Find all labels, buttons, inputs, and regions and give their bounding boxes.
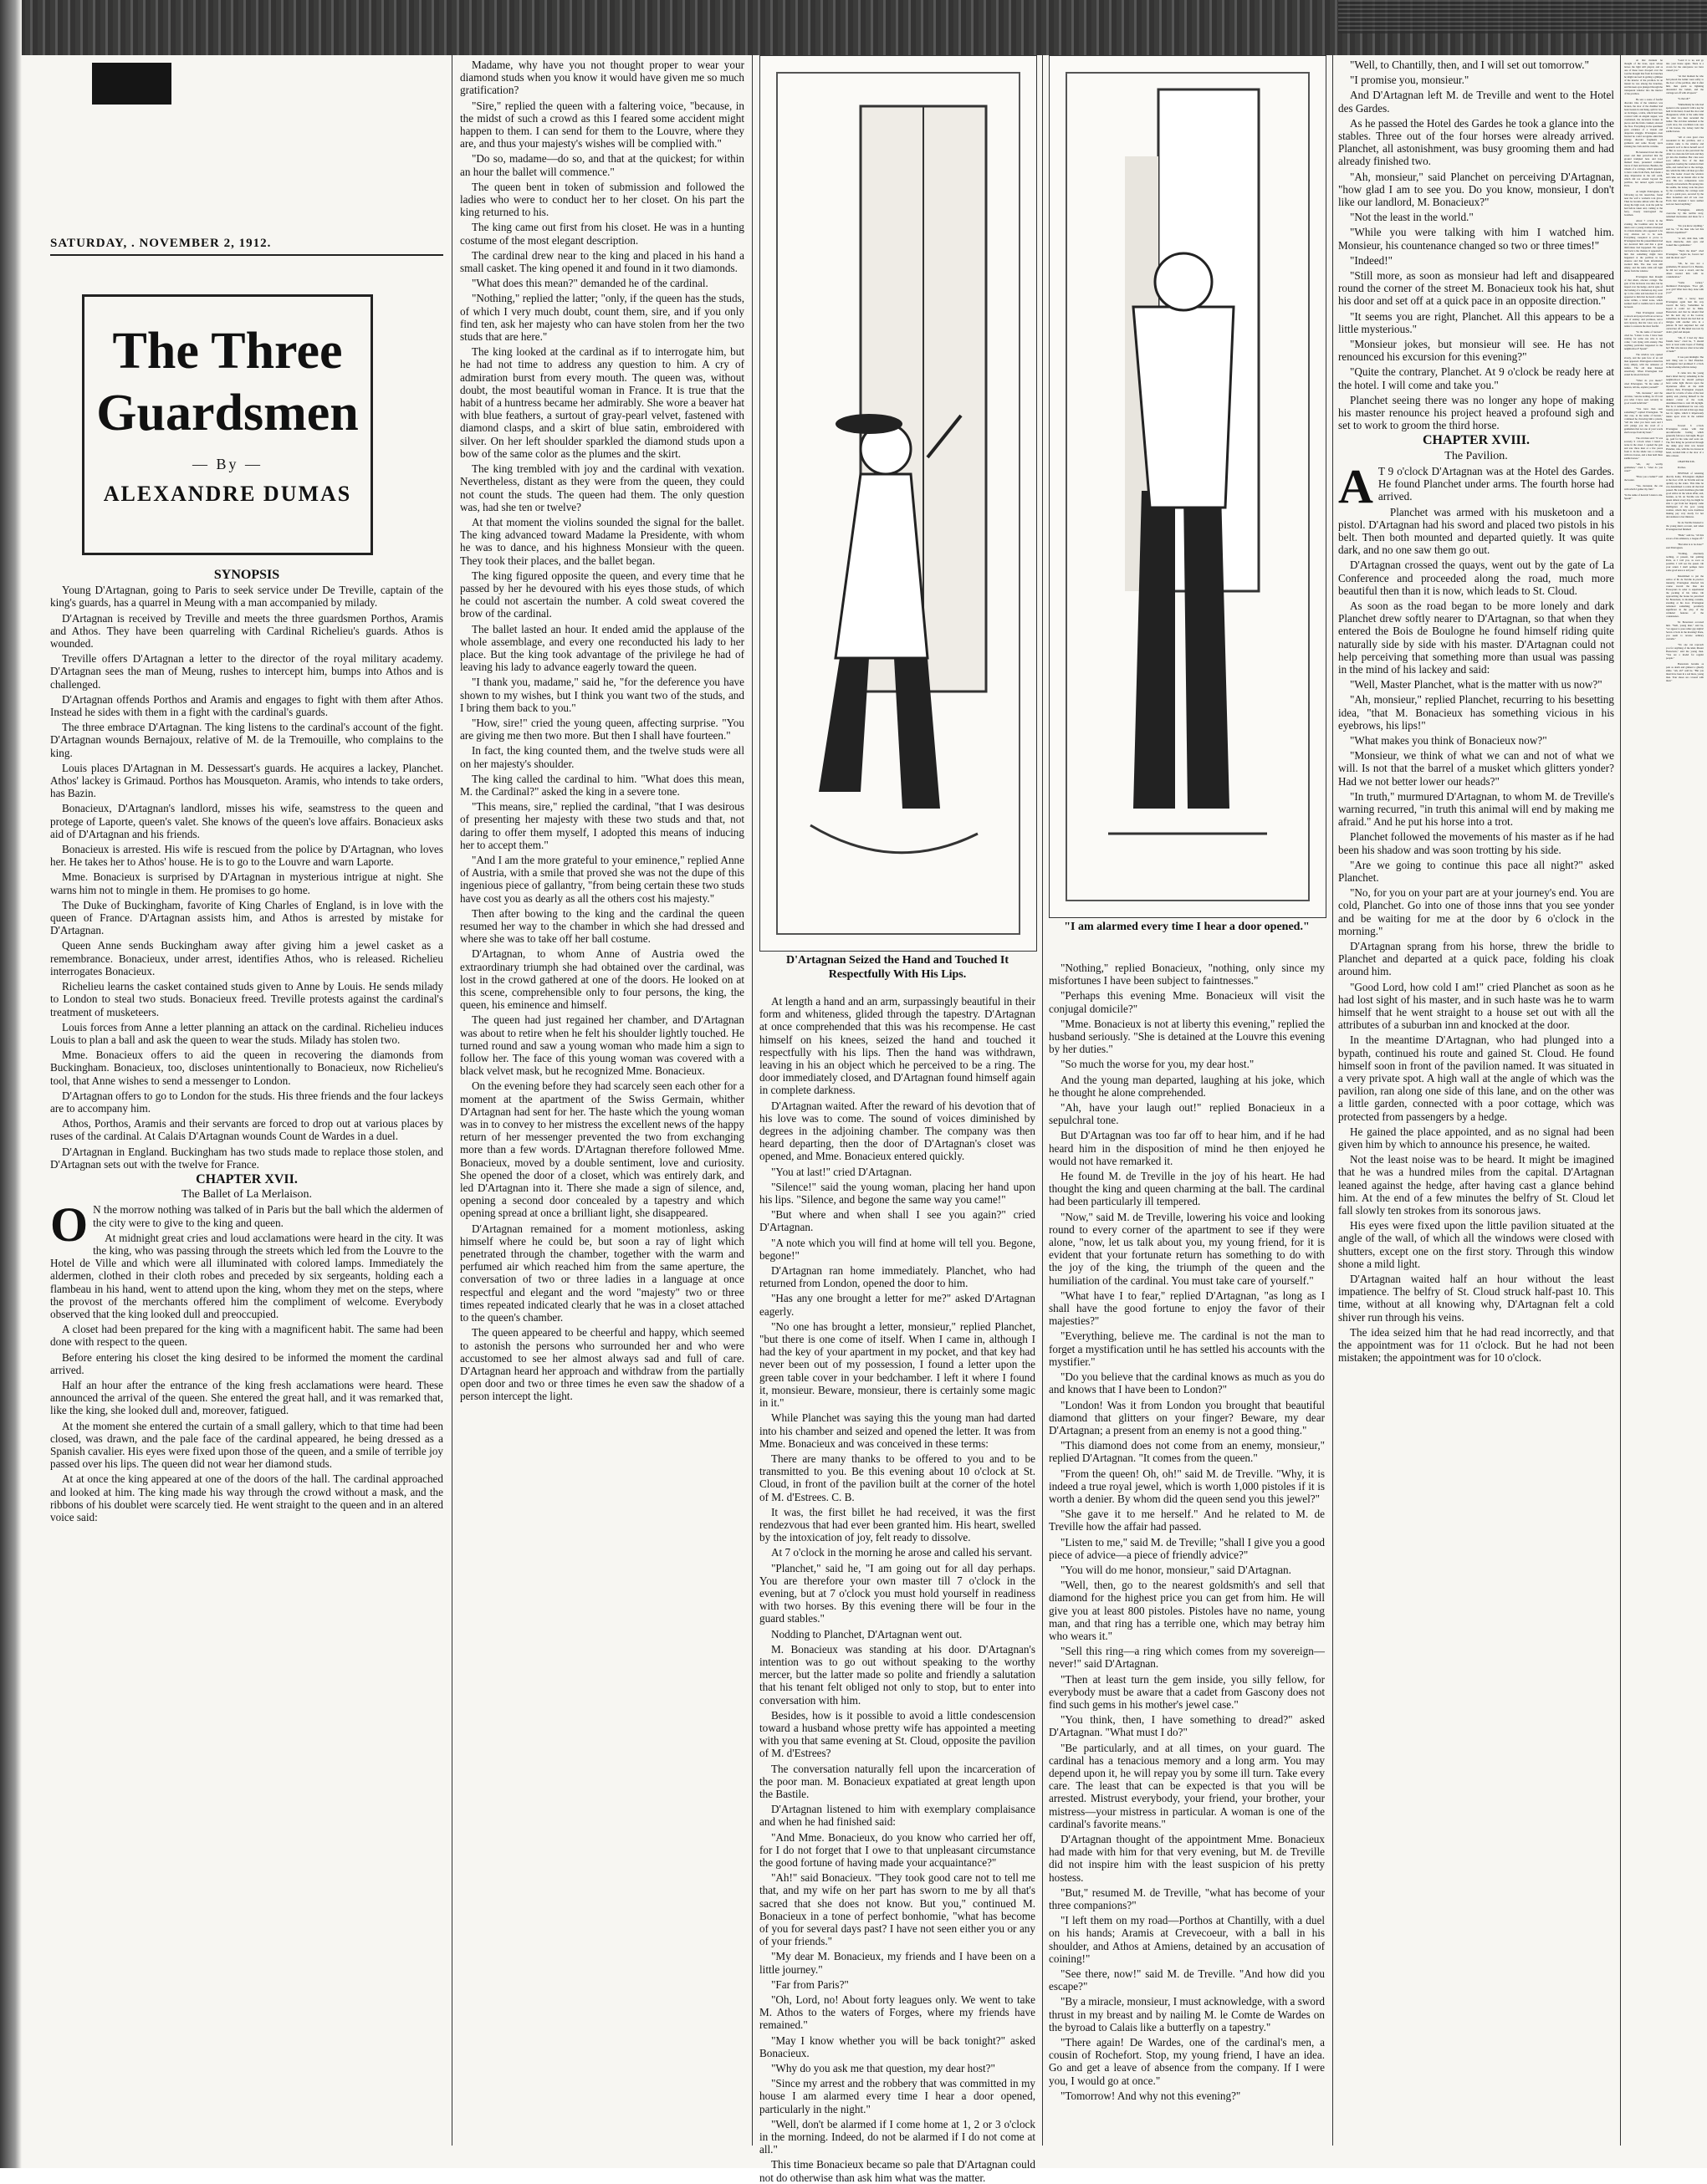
illustration-bonacieux xyxy=(1049,55,1326,918)
scan-edge-left xyxy=(0,0,22,2168)
dateline: SATURDAY, . NOVEMBER 2, 1912. xyxy=(50,237,443,256)
paragraph: Louis places D'Artagnan in M. Dessessart's guards. He acquires a lackey, Planchet. Athos' lackey is Grimaud. Porthos has Mousqueton. Aramis, who intends to take orders, has Bazin. xyxy=(50,761,443,800)
paragraph: Planchet seeing there was no longer any hope of making his master renounce his project heaved a profound sigh and set to work to groom the third horse. xyxy=(1338,393,1614,432)
paragraph: At that moment he thought of the trees, upon whose leaves the light still played, and as one of these trees drooped over the road he thought that from its branches he might succeed in getting a glimpse of the interior of the pavilion. In an instant he was among the branches, and his keen eyes plunged through the transparent window into the interior of the pavilion. xyxy=(1624,59,1663,95)
paragraph: "I promise you, monsieur." xyxy=(1350,74,1469,87)
paragraph: "Well, don't be alarmed if I come home at 1, 2 or 3 o'clock in the morning. Indeed, do not be alarmed if I do not come at all." xyxy=(759,2117,1035,2156)
paragraph: With a heavy heart D'Artagnan again bent his way toward the ferry. Sometimes he hoped it could not be Mme. Bonacieux and that he should find her the next day at the Louvre; sometimes he feared she had had an intrigue with another who in a jealous fit had surprised her and carried her off. His mind was torn by doubt, grief and despair. xyxy=(1666,297,1704,334)
column-rule xyxy=(1620,55,1621,2146)
paragraph: The old man said: "It was scarcely 9 o'clock when I heard a noise in the street. I opened the gate and saw three men at a few paces from it. In the shade was a carriage with two horses, and a man held three saddle horses." xyxy=(1624,436,1663,460)
paragraph: It was past midnight. The next thing was to find Planchet. D'Artagnan had promised 6 o'clock in the morning with his lackey. xyxy=(1666,355,1704,369)
paragraph: "No, for you on your part are at your journey's end. You are cold, Planchet. Go into one of those inns that you see yonder and be waiting for me at the door by 6 o'clock in the morning." xyxy=(1338,886,1614,937)
byline: — By — xyxy=(192,456,263,472)
paragraph: Queen Anne sends Buckingham away after giving him a jewel casket as a remembrance. Bonacieux, under arrest, identifies Athos, who is released. Richelieu interrogates Bonacieux. xyxy=(50,939,443,977)
paragraph: "A tall, dark man, with black mustache, dark eyes and looked like a gentleman." xyxy=(1666,237,1704,247)
paragraph: D'Artagnan offers to go to London for the studs. His three friends and the four lackeys are to accompany him. xyxy=(50,1089,443,1115)
paragraph: "Mme. Bonacieux is not at liberty this evening," replied the husband seriously. "She is detained at the Louvre this evening by her duties." xyxy=(1049,1017,1325,1056)
chapter-17-heading: CHAPTER XVII. xyxy=(196,1171,298,1186)
paragraph: "Tomorrow! And why not this evening?" xyxy=(1060,2089,1241,2102)
paragraph: "Monsieur, we think of what we can and not of what we will. Is not that the barrel of a musket which glitters yonder? Had we not better lower our heads?" xyxy=(1338,749,1614,788)
column-3-body xyxy=(759,995,1035,2184)
synopsis-body xyxy=(50,584,443,1171)
paragraph: D'Artagnan, entirely overcome by this terrible story, remained motionless and mute for a minute. xyxy=(1666,208,1704,222)
paragraph: "Some lackey," murmured D'Artagnan. "Poor girl, poor girl! What have they done with you?" xyxy=(1666,281,1704,294)
paragraph: D'Artagnan waited half an hour without the least impatience. The belfry of St. Cloud struck half-past 10. This time, without at all knowing why, D'Artagnan felt a cold shiver run through his veins. xyxy=(1338,1273,1614,1324)
paragraph: "This diamond does not come from an enemy, monsieur," replied D'Artagnan. "It comes from the queen." xyxy=(1049,1439,1325,1465)
paragraph: "Oh, if I had my three friends here," cried he, "I should have at least some hopes of finding her! But who knows what is become of them?" xyxy=(1666,336,1704,353)
paragraph: Athos, Porthos, Aramis and their servants are forced to drop out at various places by ruses of the cardinal. At Calais D'Artagnan wounds Count de Wardes in a duel. xyxy=(50,1117,443,1143)
paragraph: There are many thanks to be offered to you and to be transmitted to you. Be this evening about 10 o'clock at St. Cloud, in front of the pavilion built at the corner of the hotel of M. d'Estrees. C. B. xyxy=(759,1452,1035,1503)
paragraph: His eyes were fixed upon the little pavilion situated at the angle of the wall, of which all the windows were closed with shutters, except one on the first story. Through this window shone a mild light. xyxy=(1338,1219,1614,1270)
paragraph: "Nothing, absolutely nothing, at present, but quitting Paris, as I told you, as soon as possible. I will see the queen. On your return I shall perhaps have some good news to tell you." xyxy=(1666,552,1704,572)
paragraph: At that moment the violins sounded the signal for the ballet. The king advanced toward Madame la Presidente, with whom he was to dance, and his highness Monsieur with the queen. They took their places, and the ballet began. xyxy=(460,515,744,567)
paragraph: Besides, how is it possible to avoid a little condescension toward a husband whose pretty wife has appointed a meeting with you that same evening at St. Cloud, opposite the pavilion of M. d'Estrees? xyxy=(759,1708,1035,1760)
paragraph: "But where and when shall I see you again?" cried D'Artagnan. xyxy=(759,1208,1035,1234)
paragraph: "No one can reproach you for anything of the kind, Master Bonacieux," said the young man. "You are a model for regular people." xyxy=(1666,643,1704,660)
paragraph: "Ah!" said Bonacieux. "They took good care not to tell me that, and my wife on her part has sworn to me by all that's sacred that she does not know. But you," continued M. Bonacieux in a tone of perfect bonhomie, "what has become of you for several days past? I have not seen either you or any of your friends." xyxy=(759,1871,1035,1948)
paragraph: "There again! De Wardes, one of the cardinal's men, a cousin of Rochefort. Stop, my young friend, I have an idea. Go and get a leave of absence from the company. If I were you, I would go at once." xyxy=(1049,2036,1325,2087)
paragraph: "But what is to be done?" said D'Artagnan. xyxy=(1666,543,1704,549)
paragraph: "Indeed!" xyxy=(1350,253,1393,267)
column-5-body xyxy=(1338,59,1614,431)
paragraph: The Duke of Buckingham, favorite of King Charles of England, is in love with the queen of France. D'Artagnan assists him, and Athos is arrested by mistake for D'Artagnan. xyxy=(50,898,443,937)
chapter-18-body xyxy=(1338,506,1614,1365)
paragraph: D'Artagnan ran home immediately. Planchet, who had returned from London, opened the door to him. xyxy=(759,1264,1035,1290)
paragraph: M. Bonacieux was standing at his door. D'Artagnan's intention was to go out without speaking to the worthy mercer, but the latter made so polite and friendly a salutation that his tenant felt obliged not only to stop, but to enter into conversation with him. xyxy=(759,1642,1035,1707)
paragraph: "Be particularly, and at all times, on your guard. The cardinal has a tenacious memory and a long arm. You may depend upon it, he will repay you by some ill turn. Take every care. The least that can be expected is that you will be arrested. Mistrust everybody, your friend, your brother, your mistress—your mistress in particular. A woman is one of the cardinal's favorite means." xyxy=(1049,1741,1325,1830)
paragraph: The king looked at the cardinal as if to interrogate him, but he had not time to address any question to him. A cry of admiration burst from every mouth. The queen was, without doubt, the most beautiful woman in France. It is true that the habit of a huntress became her admirably. She wore a beaver hat with blue feathers, a surtout of gray-pearl velvet, fastened with diamond clasps, and a skirt of blue satin, embroidered with silver. On her left shoulder sparkled the diamond studs upon a bow of the same color as the plumes and the skirt. xyxy=(460,345,744,460)
paragraph: "Good Lord, how cold I am!" cried Planchet as soon as he had lost sight of his master, and in such haste was he to warm himself that he went straight to a house set out with all the attributes of a suburban inn and knocked at the door. xyxy=(1338,980,1614,1032)
paragraph: "What do you mean?" cried D'Artagnan. "In the name of heaven, tell me, explain yourself!" xyxy=(1624,379,1663,389)
paragraph: Bonacieux is arrested. His wife is rescued from the police by D'Artagnan, who loves her. He takes her to Athos' house. He is to go to the Louvre and warn Laporte. xyxy=(50,843,443,869)
paragraph: "Still more, as soon as monsieur had left and disappeared round the corner of the street M. Bonacieux took his hat, shut his door and set off at a quick pace in an opposite direction." xyxy=(1338,269,1614,308)
paragraph: "So much the worse for you, my dear host." xyxy=(1060,1058,1255,1071)
paragraph: The king came out first from his closet. He was in a hunting costume of the most elegant description. xyxy=(460,221,744,247)
paragraph: "Sire," replied the queen with a faltering voice, "because, in the midst of such a crowd as this I feared some accident might happen to them. I can send for them to the Louvre, where they are, and thus your majesty's wishes will be complied with." xyxy=(460,99,744,151)
paragraph: At length a hand and an arm, surpassingly beautiful in their form and whiteness, glided through the tapestry. D'Artagnan at once comprehended that this was his recompense. He cast himself on his knees, seized the hand and touched it respectfully with his lips. Then the hand was withdrawn, leaving in his an object which he perceived to be a ring. The door immediately closed, and D'Artagnan found himself again in complete darkness. xyxy=(759,995,1035,1097)
paragraph: "Well, then, go to the nearest goldsmith's and sell that diamond for the highest price you can get from him. He will give you at least 800 pistoles. Pistoles have no name, young man, and that ring has a terrible one, which may betray him who wears it." xyxy=(1049,1579,1325,1642)
paragraph: At the moment she entered the curtain of a small gallery, which to that time had been closed, was drawn, and the pale face of the cardinal appeared, he being dressed as a Spanish cavalier. His eyes were fixed upon those of the queen, and a smile of terrible joy passed over his lips. The queen did not wear her diamond studs. xyxy=(50,1419,443,1471)
paragraph: Bonacieux, D'Artagnan's landlord, misses his wife, seamstress to the queen and protege of Laporte, queen's valet. She knows of the queen's love affairs. Bonacieux asks aid of D'Artagnan and his friends. xyxy=(50,802,443,840)
column-rule xyxy=(1042,55,1043,2146)
paragraph: The queen bent in token of submission and followed the ladies who were to conduct her to her closet. On his part the king returned to his. xyxy=(460,180,744,219)
column-7-body xyxy=(1666,59,1704,457)
paragraph: At at once the king appeared at one of the doors of the hall. The cardinal approached and looked at him. The king made his way through the crowd without a mask, and the ribbons of his doublet were scarcely tied. He went straight to the queen and in an altered voice said: xyxy=(50,1472,443,1524)
paragraph: "Nothing," replied the latter; "only, if the queen has the studs, of which I very much doubt, count them, sire, and if you only find ten, ask her majesty who can have stolen from her the two studs that are here." xyxy=(460,292,744,344)
illustration-caption: D'Artagnan Seized the Hand and Touched It Respectfully With His Lips. xyxy=(785,954,1009,981)
column-6-body xyxy=(1624,59,1663,491)
chapter-17-subtitle: The Ballet of La Merlaison. xyxy=(181,1188,312,1202)
paragraph: Not the least noise was to be heard. It might be imagined that he was a hundred miles from the capital. D'Artagnan leaned against the hedge, after having cast a glance behind him. At the end of a few minutes the belfry of St. Cloud let fall slowly ten strokes from its sonorous jaws. xyxy=(1338,1153,1614,1217)
paragraph: "And Mme. Bonacieux, do you know who carried her off, for I do not forget that I owe to that unpleasant circumstance the good fortune of having made your acquaintance?" xyxy=(759,1830,1035,1869)
paragraph: "Not the least in the world." xyxy=(1350,211,1474,224)
paragraph: "Nothing," replied Bonacieux, "nothing, only since my misfortunes I have been subject to faintnesses." xyxy=(1049,962,1325,987)
paragraph: "See there, now!" said M. de Treville. "And how did you escape?" xyxy=(1049,1967,1325,1993)
paragraph: "Do so, madame—do so, and that at the quickest; for within an hour the ballet will commence." xyxy=(460,152,744,178)
illustration-caption: "In the name of heaven! Listen to me. Speak!" xyxy=(1624,493,1663,500)
paragraph: The cardinal drew near to the king and placed in his hand a small casket. The king opened it and found in it two diamonds. xyxy=(460,248,744,275)
paragraph: Toward 6 o'clock D'Artagnan awoke with that uncomfortable feeling which generally follows a bad night. He got up, paid for his wine and went out. The first thing he perceived through the damp gray mist was honest Planchet, who, with the two horses in hand, awaited him at the door of a little cabaret. xyxy=(1666,424,1704,457)
paragraph: "At that moment he who had placed the ladder went softly to the door of the pavilion, shut it after him, then quick as lightning descended the ladder, and the carriage set off with all speed." xyxy=(1666,74,1704,94)
column-3 xyxy=(759,995,1035,2184)
paragraph: He gained the place appointed, and as no signal had been given him by which to announce his presence, he waited. xyxy=(1338,1125,1614,1151)
paragraph: Before entering his closet the king desired to be informed the moment the cardinal arrived. xyxy=(50,1350,443,1376)
paragraph: "May I know whether you will be back tonight?" asked Bonacieux. xyxy=(759,2033,1035,2059)
paragraph: "You will do me honor, monsieur," said D'Artagnan. xyxy=(1060,1563,1291,1576)
paragraph: "Ah, monsieur," said Planchet on perceiving D'Artagnan, "how glad I am to see you. Do you know, monsieur, I don't like our landlord, M. Bonacieux?" xyxy=(1338,170,1614,209)
paragraph: "Oh, Lord, no! About forty leagues only. We went to take M. Athos to the waters of Forges, where my friends have remained." xyxy=(759,1993,1035,2032)
paragraph: "While you were talking with him I watched him. Monsieur, his countenance changed so two or three times!" xyxy=(1338,226,1614,252)
paragraph: "Ah, monsieur," replied Planchet, recurring to his besetting idea, "that M. Bonacieux has something vicious in his eyebrows, his lips!" xyxy=(1338,693,1614,732)
paragraph: "Ah, my worthy gentlemen," cried I, "what do you want?" xyxy=(1624,462,1663,472)
paragraph: "Planchet," said he, "I am going out for all day perhaps. You are therefore your own master till 7 o'clock in the evening, but at 7 o'clock you must hold yourself in readiness with two horses. By this evening there will be four in the guard stables." xyxy=(759,1561,1035,1625)
paragraph: "Well, Master Planchet, what is the matter with us now?" xyxy=(1350,678,1602,691)
paragraph: "Is that all?" xyxy=(1678,97,1690,100)
paragraph: The king figured opposite the queen, and every time that he passed by her he devoured with his eyes those studs, of which he could not ascertain the number. A cold sweat covered the brow of the cardinal. xyxy=(460,569,744,620)
paragraph: M. Bonacieux accosted him. "Well, young man," said he, "we appear to pass rather gay nights! Seven o'clock in the morning! Peste, you seem to reverse ordinary customs." xyxy=(1666,620,1704,640)
chapter-19-lead: NSTEAD of returning directly home, D'Artagnan alighted at the door of M. de Treville and ran quickly up the stairs. This time he was determined to relate all that had passed. He would doubtless give him good advice in the whole affair, and, besides, as M. de Treville saw the queen almost every day, he might be able to get from her majesty some intelligence of the poor young woman, whom they were doubtless making pay very dearly for her devotedness to her mistress. xyxy=(1666,472,1704,518)
paragraph: D'Artagnan sprang from his horse, threw the bridle to Planchet and departed at a quick pace, folding his cloak around him. xyxy=(1338,940,1614,978)
paragraph: "From the queen! Oh, oh!" said M. de Treville. "Why, it is indeed a true royal jewel, which is worth 1,000 pistoles if it is worth a denier. By whom did the queen send you this jewel?" xyxy=(1049,1467,1325,1505)
paragraph: It was, the first billet he had received, it was the first rendezvous that had ever been granted him. His heart, swelled by the intoxication of joy, felt ready to dissolve. xyxy=(759,1505,1035,1544)
paragraph: The king called the cardinal to him. "What does this mean, M. the Cardinal?" asked the king in a severe tone. xyxy=(460,772,744,798)
column-5 xyxy=(1338,59,1614,2149)
paragraph: "Immediately he who had spoken to me opened it with a key he held in his hand, closed the door and disappeared, while at the same time the other two men ascended the ladder. The old man remained at the coach door, the coachman took care of his horses, the lackey held the saddle horses. xyxy=(1666,103,1704,133)
paragraph: D'Artagnan crossed the quays, went out by the gate of La Conference and proceeded along the road, much more beautiful then than it is now, which leads to St. Cloud. xyxy=(1338,559,1614,597)
scan-smudge xyxy=(1338,0,1707,33)
paragraph: "London! Was it from London you brought that beautiful diamond that glitters on your finger? Beware, my dear D'Artagnan; a present from an enemy is not a good thing." xyxy=(1049,1398,1325,1436)
paragraph: D'Artagnan in England. Buckingham has two studs made to replace those stolen, and D'Artagnan sets out with the twelve for France. xyxy=(50,1145,443,1171)
paragraph: The conversation naturally fell upon the incarceration of the poor man. M. Bonacieux expatiated at great length upon the Bastile. xyxy=(759,1762,1035,1800)
paragraph: "Do you know anything," said he, "of the man who led this infernal expedition?" xyxy=(1666,224,1704,234)
paragraph: "That's the man!" cried D'Artagnan. "Again he, forever he! And the short one?" xyxy=(1666,249,1704,259)
paragraph: D'Artagnan, to whom Anne of Austria owed the extraordinary triumph she had obtained over the cardinal, was lost in the crowd gathered at one of the doors. He looked on at this scene, comprehensible only to four persons, the king, the queen, his eminence and himself. xyxy=(460,947,744,1012)
paragraph: Then D'Artagnan ceased to knock and prayed with an accent so full of anxiety and promises, terror and cajolery, that his voice was of a nature to reassure the most fearful. xyxy=(1624,311,1663,328)
paragraph: Mme. Bonacieux offers to aid the queen in recovering the diamonds from Buckingham. Bonacieux, too, discloses unintentionally to Bonacieux, now Richelieu's tool, that Anne wishes to send a messenger to London. xyxy=(50,1049,443,1087)
paragraph: "I thank you, madame," said he, "for the deference you have shown to my wishes, but I think you want two of the studs, and I bring them back to you." xyxy=(460,676,744,714)
column-7 xyxy=(1666,59,1704,2149)
paragraph: "It seems you are right, Planchet. All this appears to be a little mysterious." xyxy=(1338,309,1614,335)
paragraph: "Since my arrest and the robbery that was committed in my house I am alarmed every time I hear a door opened, particularly in the night." xyxy=(759,2077,1035,2115)
paragraph: At midnight great cries and loud acclamations were heard in the city. It was the king, who was passing through the streets which led from the Louvre to the Hotel de Ville and which were all illuminated with colored lamps. Immediately the aldermen, clothed in their cloth robes and preceded by six sergeants, holding each a flambeau in his hand, went to attend upon the king, whom they met on the steps, where the provost of the merchants offered him the compliment of welcome. Everybody observed that the king looked dull and preoccupied. xyxy=(50,1231,443,1320)
paragraph: Mme. Bonacieux is surprised by D'Artagnan in mysterious intrigue at night. She warns him not to mingle in them. He promises to go home. xyxy=(50,870,443,896)
chapter-17-body xyxy=(50,1232,443,1523)
paragraph: "Then at least turn the gem inside, you silly fellow, for everybody must be aware that a cadet from Gascony does not find such gems in his mother's jewel case." xyxy=(1049,1672,1325,1711)
paragraph: "Silence!" said the young woman, placing her hand upon his lips. "Silence, and begone the same way you came!" xyxy=(759,1180,1035,1207)
paragraph: "A note which you will find at home will tell you. Begone, begone!" xyxy=(759,1236,1035,1262)
paragraph: D'Artagnan offends Porthos and Aramis and engages to fight with them after Athos. Instead he sides with them in a fight with the cardinal's guards. xyxy=(50,692,443,719)
paragraph: D'Artagnan waited. After the reward of his devotion that of his love was to come. The sound of voices diminished by degrees in the adjoining chamber. The company was then heard departing, then the door of D'Artagnan's closet was opened, and Mme. Bonacieux entered quickly. xyxy=(759,1099,1035,1163)
paragraph: "Listen to me," said M. de Treville; "shall I give you a good piece of advice—a piece of friendly advice?" xyxy=(1049,1535,1325,1561)
paragraph: "Oh, monsieur," said the old man, "ask me nothing, for if I told you what I have seen certainly no good would befall me!" xyxy=(1624,391,1663,405)
paragraph: As he passed the Hotel des Gardes he took a glance into the stables. Three out of the four horses were already arrived. Planchet, all astonishment, was busy grooming them and had already finished two. xyxy=(1338,116,1614,168)
paragraph: "Monsieur jokes, but monsieur will see. He has not renounced his excursion for this evening?" xyxy=(1338,338,1614,364)
paragraph: A closet had been prepared for the king with a magnificent habit. The same had been done with respect to the queen. xyxy=(50,1323,443,1349)
chapter-18-dropcap: A xyxy=(1338,458,1373,513)
chapter-18-subtitle: The Pavilion. xyxy=(1444,449,1508,462)
paragraph: While Planchet was saying this the young man had darted into his chamber and seized and opened the letter. It was from Mme. Bonacieux and was conceived in these terms: xyxy=(759,1411,1035,1450)
paragraph: "I left them on my road—Porthos at Chantilly, with a duel on his hands; Aramis at Crevecoeur, with a ball in his shoulder, and Athos at Amiens, detained by an accusation of coining!" xyxy=(1049,1914,1325,1965)
paragraph: At length D'Artagnan, in following up his researches, found near the wall a woman's torn glove. Then he became almost wild. He ran along the high road, took the path he had before taken and, coming to the ferry, closely interrogated the boatman. xyxy=(1624,190,1663,217)
paragraph: "Sell this ring—a ring which comes from my sovereign—never!" said D'Artagnan. xyxy=(1049,1645,1325,1671)
paragraph: Louis forces from Anne a letter planning an attack on the cardinal. Richelieu induces Louis to plan a ball and ask the queen to wear the studs. Milady has stolen two. xyxy=(50,1020,443,1046)
paragraph: Richelieu learns the casket contained studs given to Anne by Louis. He sends milady to London to steal two studs. Bonacieux freed. Treville protests against the cardinal's treatment of musketeers. xyxy=(50,980,443,1018)
paragraph: And the young man departed, laughing at his joke, which he thought he alone comprehended. xyxy=(1049,1073,1325,1099)
column-rule xyxy=(752,55,753,2146)
paragraph: M. de Treville listened to the young man's account, and when D'Artagnan had finished: xyxy=(1666,521,1704,531)
paragraph: This time Bonacieux became so pale that D'Artagnan could not do otherwise than ask him what was the matter. xyxy=(759,2158,1035,2184)
column-4-body xyxy=(1049,962,1325,2102)
standing-figure-icon xyxy=(1050,56,1326,917)
synopsis-heading: SYNOPSIS xyxy=(213,568,280,582)
paragraph: The three embrace D'Artagnan. The king listens to the cardinal's account of the fight. D'Artagnan wounds Bernajoux, relative of M. de la Tremouille, who complains to the king. xyxy=(50,721,443,759)
kneeling-figure-icon xyxy=(760,56,1036,951)
paragraph: In the meantime D'Artagnan, who had plunged into a bypath, continued his route and gained St. Cloud. He found himself soon in front of the pavilion named. It was situated in a very private spot. A high wall at the angle of which was the pavilion, ran along one side of this lane, and on the other was a little garden, connected with a poor cottage, which was protected from passengers by a hedge. xyxy=(1338,1033,1614,1123)
paragraph: "Far from Paris?" xyxy=(771,1977,849,1991)
paragraph: "How, sire!" cried the young queen, affecting surprise. "You are giving me then two more. But then I shall have fourteen." xyxy=(460,716,744,742)
paragraph: "No one has brought a letter, monsieur," replied Planchet, "but there is one come of itself. When I came in, although I had the key of your apartment in my pocket, and that key had never been out of my possession, I found a letter upon the green table cover in your bedchamber. I left it where I found it, monsieur. Beware, monsieur, there is certainly some magic in it." xyxy=(759,1319,1035,1410)
paragraph: "Lend it to us, and go into your house again. There is a crown for the annoyance we have caused you." xyxy=(1666,59,1704,72)
paragraph: As soon as the road began to be more lonely and dark Planchet drew softly nearer to D'Artagnan, so that when they entered the Bois de Boulogne he found himself riding quite naturally side by side with his master. D'Artagnan could not help perceiving that something more than usual was passing in the mind of his lackey and said: xyxy=(1338,599,1614,676)
title-line-1: The Three xyxy=(112,323,343,380)
paragraph: "And I am the more grateful to your eminence," replied Anne of Austria, with a smile that proved she was not the dupe of this ingenious piece of gallantry, "from being certain these two studs have cost you as dearly as all the others cost his majesty." xyxy=(460,853,744,905)
paragraph: And D'Artagnan left M. de Treville and went to the Hotel des Gardes. xyxy=(1338,89,1614,115)
column-2-body xyxy=(460,59,744,1403)
paragraph: "Well, to Chantilly, then, and I will set out tomorrow." xyxy=(1350,59,1589,71)
paragraph: The queen had just regained her chamber, and D'Artagnan was about to retire when he felt his shoulder lightly touched. He turned round and saw a young woman who made him a sign to follow her. The face of this young woman was covered with a black velvet mask, but he recognized Mme. Bonacieux. xyxy=(460,1013,744,1078)
paragraph: Nodding to Planchet, D'Artagnan went out. xyxy=(771,1627,963,1641)
paragraph: He found M. de Treville in the joy of his heart. He had thought the king and queen charming at the ball. The cardinal had been particularly ill tempered. xyxy=(1049,1170,1325,1208)
paragraph: "In truth," murmured D'Artagnan, to whom M. de Treville's warning recurred, "in truth this animal will end by making me afraid." And he put his horse into a trot. xyxy=(1338,789,1614,829)
paragraph: Madame, why have you not thought proper to wear your diamond studs when you know it would have given me so much gratification? xyxy=(460,59,744,97)
paragraph: "Oh, he was not a gentleman, I'll answer for it. Besides, he did not wear a sword, and the others treated him with no consideration." xyxy=(1666,262,1704,278)
illustration-caption: "I am alarmed every time I hear a door opened." xyxy=(1064,921,1310,933)
paragraph: "Why do you ask me that question, my dear host?" xyxy=(771,2062,995,2075)
paragraph: D'Artagnan remained for a moment motionless, asking himself where he could be, but soon a ray of light which penetrated through the chamber, together with the warm and perfumed air which reached him from the same aperture, the conversation of two or three ladies in a language at once respectful and elegant and the word "majesty" two or three times repeated indicated clearly that he was in a closet attached to the queen's chamber. xyxy=(460,1222,744,1324)
paragraph: Then after bowing to the king and the cardinal the queen resumed her way to the chamber in which she had dressed and where she was to take off her ball costume. xyxy=(460,906,744,946)
paragraph: D'Artagnan listened to him with exemplary complaisance and when he had finished said: xyxy=(759,1803,1035,1829)
column-1 xyxy=(50,569,443,2149)
paragraph: "This means, sire," replied the cardinal, "that I was desirous of presenting her majesty with these two studs and that, not daring to offer them myself, I adopted this means of inducing her to accept them." xyxy=(460,800,744,851)
paragraph: "My dear M. Bonacieux, my friends and I have been on a little journey." xyxy=(759,1950,1035,1976)
chapter-18-heading: CHAPTER XVIII. xyxy=(1422,433,1530,448)
paragraph: "Quite the contrary, Planchet. At 9 o'clock be ready here at the hotel. I will come and take you." xyxy=(1338,365,1614,391)
column-rule xyxy=(1332,55,1333,2146)
paragraph: In fact, the king counted them, and the twelve studs were all on her majesty's shoulder. xyxy=(460,744,744,770)
paragraph: "Are we going to continue this pace all night?" asked Planchet. xyxy=(1338,858,1614,884)
paragraph: The king trembled with joy and the cardinal with vexation. Nevertheless, distant as they were from the queen, they could not count the studs. The queen had them. The only question was, had she ten or twelve? xyxy=(460,462,744,513)
paragraph: "You think, then, I have something to dread?" asked D'Artagnan. "What must I do?" xyxy=(1049,1713,1325,1739)
paragraph: "Have you a ladder?" said the leader. xyxy=(1624,475,1663,482)
paragraph: It came into the young man's mind that by remaining in the neighborhood he should perhaps have some light thrown upon the mysterious affair. At the sixth cabaret, then, D'Artagnan stopped, asked for a bottle of wine of the best quality and, placing himself in the darkest corner of the room, determined thus to wait till daylight. But be it remembered he was only twenty years old and at that age sleep has its rights, which it imperiously insists upon even in the saddest hearts. xyxy=(1666,371,1704,421)
paragraph: He saw a scene of fearful disorder. One of the windows was broken, the door of the chamber had been beaten in and hung, split in two, on its hinges, a table, which had been covered with an elegant supper, was overturned, the decanters broken in pieces and the fruits crushed, strewed the floor. Everything in the apartment gave evidence of a violent and desperate struggle. D'Artagnan even fancied he could recognize amid this strange disorder fragments of garments and some bloody spots staining the cloth and the curtains. xyxy=(1624,98,1663,148)
paragraph: "What makes you think of Bonacieux now?" xyxy=(1350,733,1547,747)
chapter-17-lead: N the morrow nothing was talked of in Paris but the ball which the aldermen of the city were to give to the king and queen. xyxy=(93,1203,443,1229)
paragraph: "Hum," said he, "all this savors of his eminence, a league off." xyxy=(1666,533,1704,540)
chapter-17-dropcap: O xyxy=(50,1197,89,1253)
author-name: ALEXANDRE DUMAS xyxy=(103,482,352,506)
chapter-18-lead: T 9 o'clock D'Artagnan was at the Hotel des Gardes. He found Planchet under arms. The fourth horse had arrived. xyxy=(1377,464,1614,503)
paragraph: Young D'Artagnan, going to Paris to seek service under De Treville, captain of the king's guards, has a quarrel in Meung with a man accompanied by milady. xyxy=(50,584,443,610)
paragraph: Half an hour after the entrance of the king fresh acclamations were heard. These announced the arrival of the queen. She entered the great hall, and it was remarked that, like the king, she looked dull and, moreover, fatigued. xyxy=(50,1378,443,1417)
paragraph: "Do you believe that the cardinal knows as much as you do and knows that I have been to London?" xyxy=(1049,1370,1325,1396)
illustration-kneeling xyxy=(759,55,1037,952)
paragraph: "But," resumed M. de Treville, "what has become of your three companions?" xyxy=(1049,1885,1325,1912)
paragraph: But D'Artagnan was too far off to hear him, and if he had heard him in the disposition of mind he then enjoyed he would not have remarked it. xyxy=(1049,1129,1325,1167)
paragraph: "Everything, believe me. The cardinal is not the man to forget a mystification until he has settled his accounts with the mystifier." xyxy=(1049,1329,1325,1368)
paragraph: Bonacieux became as pale as death and grinned a ghastly smile. "Ah, ah!" said he. "But you must have been in a sad mess, young man. Your shoes are covered with mud." xyxy=(1666,662,1704,682)
paragraph: The queen appeared to be cheerful and happy, which seemed to astonish the persons who surrounded her and who were accustomed to see her almost always sad and full of care. D'Artagnan heard her approach and withdraw from the partially open door and two or three times he even saw the shadow of a person intercept the light. xyxy=(460,1326,744,1403)
paragraph: The ballet lasted an hour. It ended amid the applause of the whole assemblage, and every one reconducted his lady to her place. But the king took advantage of the privilege he had of leaving his lady to advance eagerly toward the queen. xyxy=(460,622,744,674)
paragraph: The window was opened slowly, and the pale face of an old man appeared. D'Artagnan related his story simply, with the omission of names. The old man listened attentively. When D'Artagnan had ended he shook his head. xyxy=(1624,353,1663,376)
paragraph: "She gave it to me herself." And he related to M. de Treville how the affair had passed. xyxy=(1049,1508,1325,1533)
paragraph: "Yes, monsieur, the one with which I gather my fruit." xyxy=(1624,484,1663,491)
paragraph: "Ah, have your laugh out!" replied Bonacieux in a sepulchral tone. xyxy=(1049,1101,1325,1127)
paragraph: Planchet was armed with his musketoon and a pistol. D'Artagnan had his sword and placed two pistols in his belt. Then both mounted and departed quietly. It was quite dark, and no one saw them go out. xyxy=(1338,505,1614,557)
column-2 xyxy=(460,59,744,2149)
paragraph: He hastened down into the street and then perceived that the ground trampled here and hoof marked there, presented confused traces of men and horses. Besides, the wheels of a carriage, which appeared to have come from Paris, had made a deep impression in the soft earth, which did not extend beyond the pavilion, but turned again toward Paris. xyxy=(1624,151,1663,187)
paragraph: On the evening before they had scarcely seen each other for a moment at the apartment of the Swiss Germain, whither D'Artagnan had sent for her. The haste which the young woman was in to convey to her mistress the excellent news of the happy return of her messenger prevented the two from exchanging more than a few words. D'Artagnan therefore followed Mme. Bonacieux, moved by a double sentiment, love and curiosity. She opened the door of a closet, which was entirely dark, and led D'Artagnan into it. There she made a sign of silence, and, opening a second door concealed by a tapestry and which opening spread at once a brilliant light, she disappeared. xyxy=(460,1079,744,1220)
paragraph: At 7 o'clock in the morning he arose and called his servant. xyxy=(771,1546,1033,1559)
paragraph: "You have then seen something?" replied D'Artagnan. "In that case, in the name of heaven," continued he, throwing him a pistole, "tell me what you have seen and I will pledge you the word of a gentleman that not one of your words shall escape from my heart." xyxy=(1624,407,1663,434)
paragraph: "In the name of heaven!" cried he. "Listen to me. I have been waiting for some one who is not come; I am dying with anxiety. Has anything particular happened in the neighborhood? Speak!" xyxy=(1624,330,1663,350)
paragraph: Determined to put the advice of M. de Treville in practice instantly, D'Artagnan directed his course toward the Rue des Fossoyeurs in order to superintend the packing of his valise. On approaching the house he perceived M. Bonacieux, in morning costume, standing at his door. D'Artagnan remarked something peculiarly significant in the play of the wrinkled features of the countenance. xyxy=(1666,574,1704,618)
paragraph: "What have I to fear," replied D'Artagnan, "as long as I shall have the good fortune to enjoy the favor of their majesties?" xyxy=(1049,1288,1325,1328)
column-6 xyxy=(1624,59,1663,2149)
paragraph: "You at last!" cried D'Artagnan. xyxy=(771,1165,912,1178)
paragraph: "All at once great cries resounded in the pavilion, and a woman came to the window and opened it as if to throw herself out of it. But as soon as she perceived the other two men she fell back and they got into the chamber. Her cries were soon stifled. Two of the men appeared, bearing the woman in their arms, and carried her to the carriage, into which the little old man got after her. The leader closed the window and came out an instant after at the door. His two companions were already on horseback. He sprang into his saddle, the lackey took his place by the coachman, the carriage went off at a quick pace, escorted by the three horsemen and all was over. From that moment I have neither seen nor heard anything." xyxy=(1666,135,1704,206)
paragraph: "What does this mean?" demanded he of the cardinal. xyxy=(472,277,708,290)
paragraph: The idea seized him that he had read incorrectly, and that the appointment was for 11 o'clock. But he had not been mistaken; the appointment was for 10 o'clock. xyxy=(1338,1325,1614,1365)
paragraph: "Has any one brought a letter for me?" asked D'Artagnan eagerly. xyxy=(759,1292,1035,1318)
title-box xyxy=(82,294,373,555)
chapter-19-dropcap: I xyxy=(1678,472,1679,475)
paragraph: "Perhaps this evening Mme. Bonacieux will visit the conjugal domicile?" xyxy=(1049,989,1325,1015)
paragraph: D'Artagnan then thought of that silent, obscure cottage. The gate of the inclosure was shut, but he leaped over the hedge, and in spite of the barking of a chained-up dog, went up to the cabin and knocked. It soon appeared to him that he heard a slight noise within, a timid noise, which seemed itself to tremble lest it should be heard. xyxy=(1624,275,1663,309)
ink-block xyxy=(92,63,171,105)
chapter-19-heading: CHAPTER XIX. xyxy=(1678,460,1695,463)
paragraph: About 7 o'clock in the evening, the boatman said, he had taken over a young woman enveloped in a black mantle, who appeared to be very anxious not to be seen. Everything conspired to prove to D'Artagnan that his presentiments had not deceived him and that a great misfortune had happened. He again ran back to the chateau. It appeared to him that something might have happened at the pavilion in his absence and that fresh information awaited him. The lane was still empty, and the same calm soft light shone from the window. xyxy=(1624,219,1663,273)
title-line-2: Guardsmen xyxy=(96,385,359,441)
paragraph: Planchet followed the movements of his master as if he had been his shadow and was soon trotting by his side. xyxy=(1338,830,1614,856)
paragraph: "Now," said M. de Treville, lowering his voice and looking round to every corner of the apartment to see if they were alone, "now, let us talk about you, my young friend, for it is evident that your fortunate return has something to do with the joy of the king, the triumph of the queen and the humiliation of the cardinal. You must take care of yourself." xyxy=(1049,1210,1325,1287)
chapter-19-body xyxy=(1666,521,1704,682)
paragraph: "By a miracle, monsieur, I must acknowledge, with a sword thrust in my breast and by nailing M. le Comte de Wardes on the byroad to Calais like a butterfly on a tapestry." xyxy=(1049,1995,1325,2033)
column-4 xyxy=(1049,962,1325,2149)
chapter-19-subtitle: Porthos. xyxy=(1678,466,1686,469)
paragraph: D'Artagnan thought of the appointment Mme. Bonacieux had made with him for that very evening, but M. de Treville did not inspire him with the least suspicion of his pretty hostess. xyxy=(1049,1833,1325,1884)
paragraph: Treville offers D'Artagnan a letter to the director of the royal military academy. D'Artagnan sees the man of Meung, rushes to intercept him, bumps into Athos and is challenged. xyxy=(50,652,443,691)
paragraph: D'Artagnan is received by Treville and meets the three guardsmen Porthos, Aramis and Athos. They have been quarreling with Cardinal Richelieu's guards. Athos is wounded. xyxy=(50,611,443,651)
